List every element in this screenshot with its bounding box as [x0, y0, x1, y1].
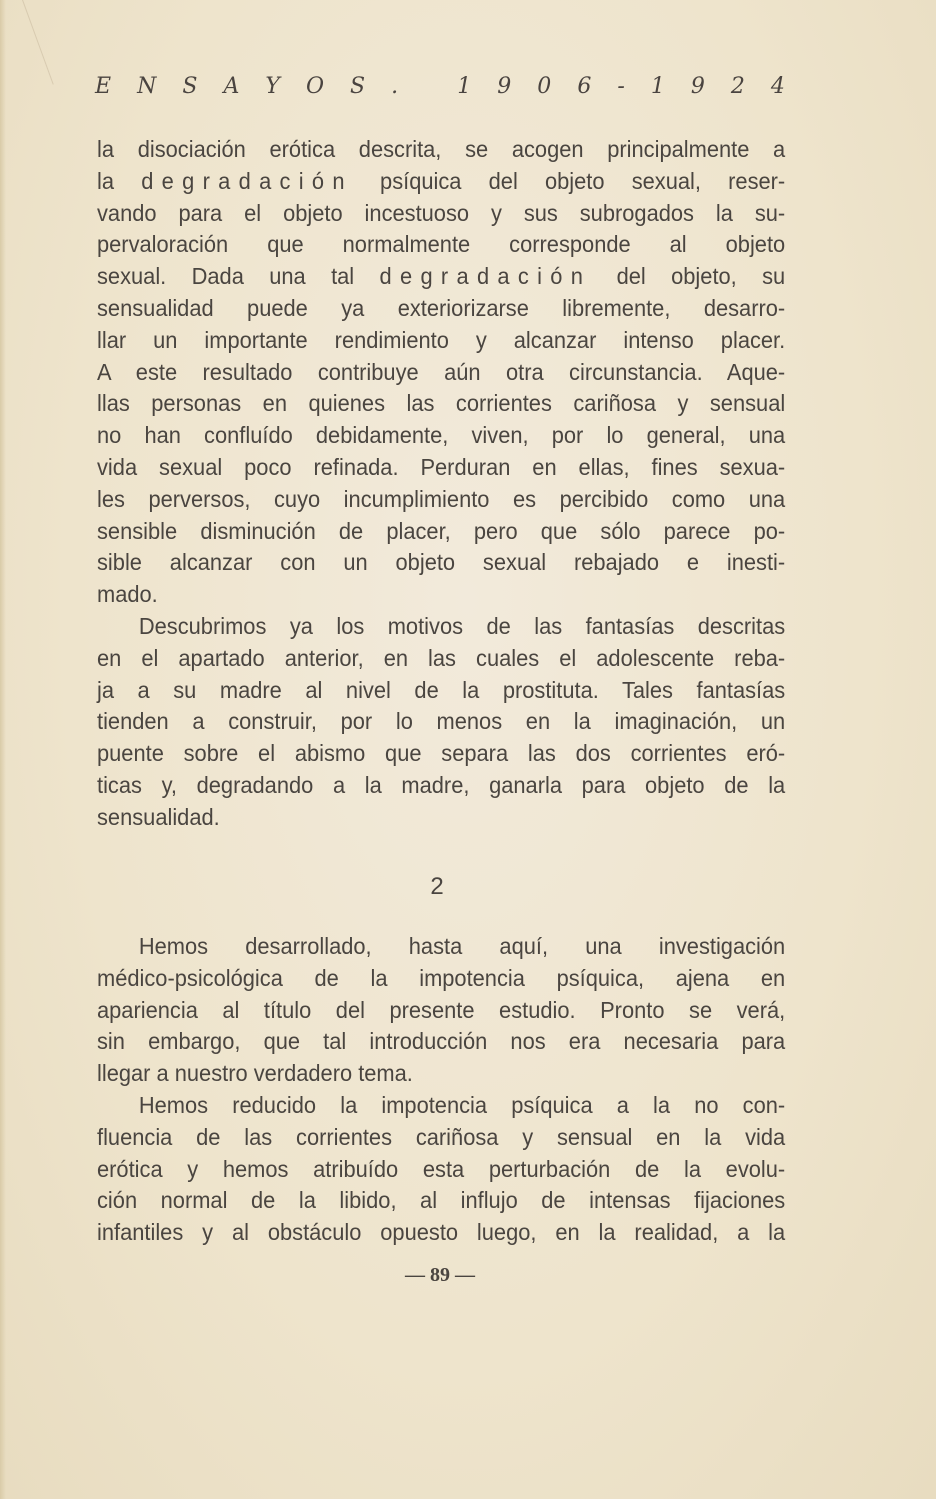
- text-line: [97, 357, 785, 389]
- text-run: infantiles y al obstáculo opuesto luego, en la realidad, a la: [97, 1219, 786, 1246]
- text-line: [97, 1058, 785, 1090]
- text-line: [97, 643, 785, 675]
- text-line: [97, 579, 785, 611]
- running-head-char: 0: [537, 74, 552, 99]
- running-head-char: Y: [265, 74, 280, 99]
- running-head-char: 9: [690, 74, 705, 99]
- text-run: del objeto, su: [591, 263, 786, 290]
- text-line: [97, 484, 785, 516]
- text-run: puente sobre el abismo que separa las dos corrientes eró-: [97, 740, 786, 767]
- page-crease: [22, 0, 91, 85]
- running-head-char: 6: [577, 74, 592, 99]
- section-two-text: [97, 931, 786, 1249]
- text-run: pervaloración que normalmente corresponde al objeto: [97, 231, 786, 258]
- section-one-text: [97, 134, 786, 834]
- text-line: [97, 802, 785, 834]
- running-head-char: 4: [770, 74, 785, 99]
- text-run: ja a su madre al nivel de la prostituta. Tales fantasías: [97, 676, 786, 703]
- running-head-char: S: [350, 74, 366, 99]
- text-line: [97, 611, 785, 643]
- text-run: fluencia de las corrientes cariñosa y sensual en la vida: [97, 1123, 786, 1150]
- text-line: [97, 931, 785, 963]
- text-line: [97, 388, 785, 420]
- text-run: la disociación erótica descrita, se acogen principalmente a: [97, 136, 786, 162]
- running-head-char: S: [182, 74, 198, 99]
- text-run: sible alcanzar con un objeto sexual rebajado e inesti-: [97, 549, 786, 576]
- running-head-char: [424, 74, 431, 99]
- text-line: [97, 198, 785, 230]
- running-head-char: 1: [650, 74, 665, 99]
- text-line: [97, 675, 785, 707]
- running-head-char: O: [305, 74, 325, 99]
- running-head: [95, 74, 785, 99]
- running-head-char: E: [95, 74, 112, 99]
- text-line: [97, 547, 785, 579]
- running-head-char: 9: [497, 74, 512, 99]
- running-head-char: 1: [457, 74, 472, 99]
- text-run: en el apartado anterior, en las cuales el adolescente reba-: [97, 644, 786, 671]
- text-run: Hemos reducido la impotencia psíquica a la no con-: [138, 1091, 786, 1118]
- page-number: — 89 —: [405, 1264, 475, 1286]
- text-run: ticas y, degradando a la madre, ganarla para objeto de la: [97, 771, 786, 798]
- text-run: Hemos desarrollado, hasta aquí, una investigación: [138, 933, 786, 959]
- emphasis-spaced-word: degradación: [379, 263, 592, 290]
- text-run: vando para el objeto incestuoso y sus subrogados la su-: [97, 199, 786, 226]
- text-line: [97, 293, 785, 325]
- text-line: [97, 1090, 785, 1122]
- text-line: [97, 229, 785, 261]
- text-line: [97, 516, 785, 548]
- text-run: no han confluído debidamente, viven, por lo general, una: [97, 422, 786, 449]
- text-run: apariencia al título del presente estudio. Pronto se verá,: [97, 996, 786, 1023]
- text-line: [97, 420, 785, 452]
- text-run: sin embargo, que tal introducción nos era necesaria para: [97, 1028, 786, 1055]
- text-line: [97, 738, 785, 770]
- running-head-char: A: [223, 74, 240, 99]
- running-head-char: .: [391, 74, 399, 99]
- text-line: [97, 1217, 785, 1249]
- text-run: ción normal de la libido, al influjo de intensas fijaciones: [97, 1187, 786, 1214]
- text-line: [97, 963, 785, 995]
- text-run: A este resultado contribuye aún otra circunstancia. Aque-: [97, 358, 786, 385]
- text-run: sensualidad puede ya exteriorizarse libremente, desarro-: [97, 294, 786, 321]
- text-run: les perversos, cuyo incumplimiento es percibido como una: [97, 485, 786, 512]
- text-run: mado.: [97, 581, 158, 608]
- text-run: la: [97, 167, 142, 194]
- text-line: [97, 1185, 785, 1217]
- text-run: llegar a nuestro verdadero tema.: [97, 1060, 413, 1087]
- text-run: vida sexual poco refinada. Perduran en ellas, fines sexua-: [97, 453, 786, 480]
- text-line: [97, 261, 785, 293]
- text-run: Descubrimos ya los motivos de las fantasías descritas: [138, 612, 786, 639]
- text-line: [97, 1154, 785, 1186]
- emphasis-spaced-word: degradación: [141, 167, 353, 194]
- running-head-char: 2: [730, 74, 745, 99]
- running-head-char: -: [617, 74, 625, 99]
- text-line: [97, 995, 785, 1027]
- text-run: llar un importante rendimiento y alcanzar intenso placer.: [97, 326, 786, 353]
- text-line: [97, 770, 785, 802]
- text-line: [97, 166, 785, 198]
- text-run: sensible disminución de placer, pero que sólo parece po-: [97, 517, 786, 544]
- text-line: [97, 452, 785, 484]
- text-run: sensualidad.: [97, 803, 220, 830]
- text-line: [97, 706, 785, 738]
- text-line: [97, 325, 785, 357]
- text-run: psíquica del objeto sexual, reser-: [352, 167, 786, 194]
- text-run: erótica y hemos atribuído esta perturbación de la evolu-: [97, 1155, 786, 1182]
- text-run: sexual. Dada una tal: [97, 263, 380, 290]
- running-head-char: N: [137, 74, 157, 99]
- text-run: tienden a construir, por lo menos en la imaginación, un: [97, 708, 786, 735]
- text-line: [97, 1122, 785, 1154]
- text-run: llas personas en quienes las corrientes cariñosa y sensual: [97, 390, 786, 417]
- text-line: [97, 1026, 785, 1058]
- section-number: 2: [430, 873, 444, 900]
- text-line: [97, 134, 785, 166]
- text-run: médico-psicológica de la impotencia psíquica, ajena en: [97, 964, 786, 991]
